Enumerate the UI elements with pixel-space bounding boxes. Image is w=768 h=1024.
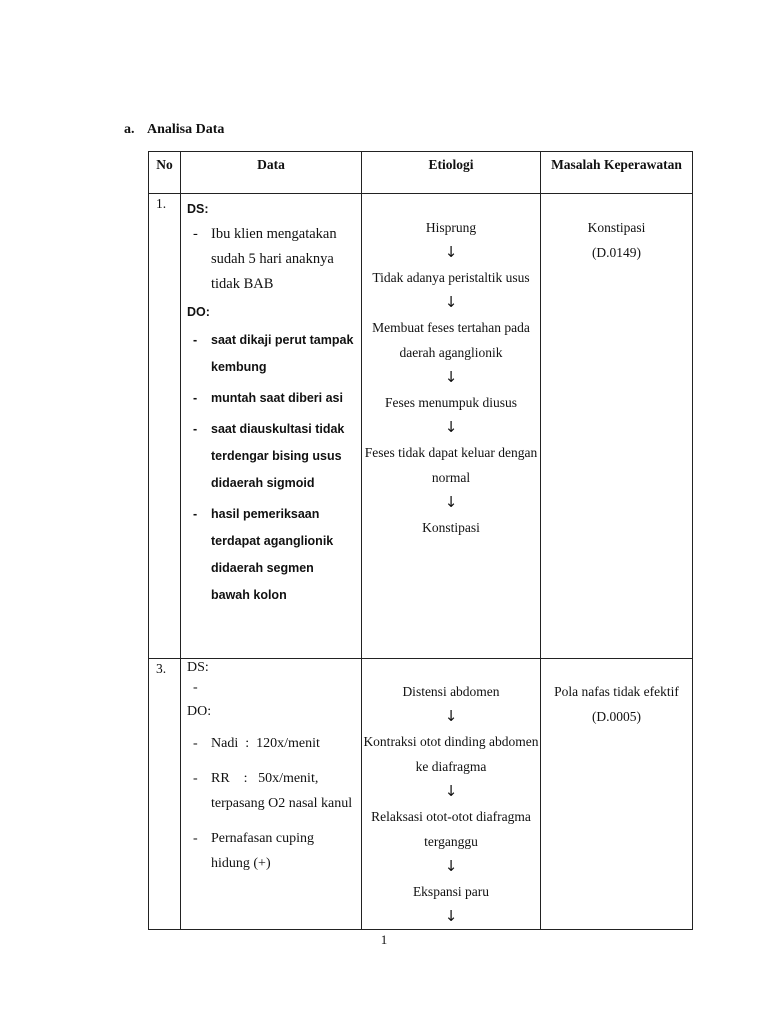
etiologi-cell bbox=[362, 659, 541, 930]
do-list bbox=[181, 731, 361, 876]
header-row bbox=[149, 152, 693, 194]
data-cell bbox=[181, 194, 362, 659]
ds-list bbox=[181, 222, 361, 297]
down-arrow-icon: ↓ bbox=[444, 857, 458, 875]
etiologi-step: Membuat feses tertahan pada daerah aganglionik bbox=[372, 320, 530, 360]
masalah-cell bbox=[541, 659, 693, 930]
list-item: - saat dikaji perut tampak kembung bbox=[193, 333, 354, 374]
table-row bbox=[149, 659, 693, 930]
section-letter: a. bbox=[124, 122, 135, 137]
etiologi-step: Tidak adanya peristaltik usus bbox=[372, 270, 530, 285]
ds-dash: - bbox=[193, 680, 198, 695]
down-arrow-icon: ↓ bbox=[444, 493, 458, 511]
row-number: 1. bbox=[149, 194, 181, 659]
down-arrow-icon: ↓ bbox=[444, 243, 458, 261]
section-title: Analisa Data bbox=[147, 122, 225, 137]
down-arrow-icon: ↓ bbox=[444, 707, 458, 725]
do-label: DO: bbox=[187, 704, 212, 719]
header-etiologi: Etiologi bbox=[362, 152, 541, 194]
down-arrow-icon: ↓ bbox=[444, 418, 458, 436]
masalah-code: (D.0005) bbox=[591, 709, 642, 724]
etiologi-step: Konstipasi bbox=[422, 520, 480, 535]
list-item: - Pernafasan cuping hidung (+) bbox=[193, 831, 315, 871]
do-item-text: hasil pemeriksaan terdapat aganglionik didaerah segmen bawah kolon bbox=[211, 507, 334, 602]
masalah-cell bbox=[541, 194, 693, 659]
do-item-text: muntah saat diberi asi bbox=[211, 391, 343, 405]
etiologi-step: Relaksasi otot-otot diafragma terganggu bbox=[371, 809, 531, 849]
masalah-diagnosis: Konstipasi bbox=[587, 220, 646, 235]
page-number: 1 bbox=[380, 932, 388, 947]
header-no: No bbox=[149, 152, 181, 194]
header-masalah: Masalah Keperawatan bbox=[541, 152, 693, 194]
etiologi-step: Ekspansi paru bbox=[412, 884, 490, 899]
etiologi-cell bbox=[362, 194, 541, 659]
down-arrow-icon: ↓ bbox=[444, 907, 458, 925]
etiologi-step: Distensi abdomen bbox=[402, 684, 500, 699]
down-arrow-icon: ↓ bbox=[444, 368, 458, 386]
list-item: - Nadi : 120x/menit bbox=[193, 736, 320, 751]
masalah-diagnosis: Pola nafas tidak efektif bbox=[554, 684, 679, 699]
do-item-text: Nadi : 120x/menit bbox=[211, 736, 320, 751]
etiologi-step: Hisprung bbox=[425, 220, 477, 235]
data-cell bbox=[181, 659, 362, 930]
down-arrow-icon: ↓ bbox=[444, 293, 458, 311]
do-item-text: RR : 50x/menit, terpasang O2 nasal kanul bbox=[211, 771, 353, 811]
do-item-text: saat dikaji perut tampak kembung bbox=[211, 333, 354, 374]
row-number: 3. bbox=[149, 659, 181, 930]
do-item-text: Pernafasan cuping hidung (+) bbox=[211, 831, 315, 871]
list-item: - muntah saat diberi asi bbox=[193, 391, 343, 405]
analysis-table bbox=[148, 151, 693, 930]
do-item-text: saat diauskultasi tidak terdengar bising usus didaerah sigmoid bbox=[211, 422, 345, 490]
header-data: Data bbox=[181, 152, 362, 194]
down-arrow-icon: ↓ bbox=[444, 782, 458, 800]
list-item: - RR : 50x/menit, terpasang O2 nasal kanul bbox=[193, 771, 353, 811]
etiologi-step: Feses tidak dapat keluar dengan normal bbox=[364, 445, 538, 485]
list-item: - saat diauskultasi tidak terdengar bising usus didaerah sigmoid bbox=[193, 422, 345, 490]
ds-label: DS: bbox=[187, 202, 209, 216]
do-list bbox=[181, 327, 361, 609]
section-heading bbox=[124, 122, 224, 138]
etiologi-step: Feses menumpuk diusus bbox=[384, 395, 517, 410]
etiologi-step: Kontraksi otot dinding abdomen ke diafragma bbox=[363, 734, 539, 774]
masalah-code: (D.0149) bbox=[591, 245, 642, 260]
list-item: - hasil pemeriksaan terdapat aganglionik didaerah segmen bawah kolon bbox=[193, 507, 334, 602]
ds-label: DS: bbox=[187, 660, 209, 675]
do-label: DO: bbox=[187, 305, 210, 319]
table-row bbox=[149, 194, 693, 659]
ds-item-text: Ibu klien mengatakan sudah 5 hari anaknya tidak BAB bbox=[211, 226, 337, 292]
list-item: - Ibu klien mengatakan sudah 5 hari anaknya tidak BAB bbox=[193, 226, 337, 292]
